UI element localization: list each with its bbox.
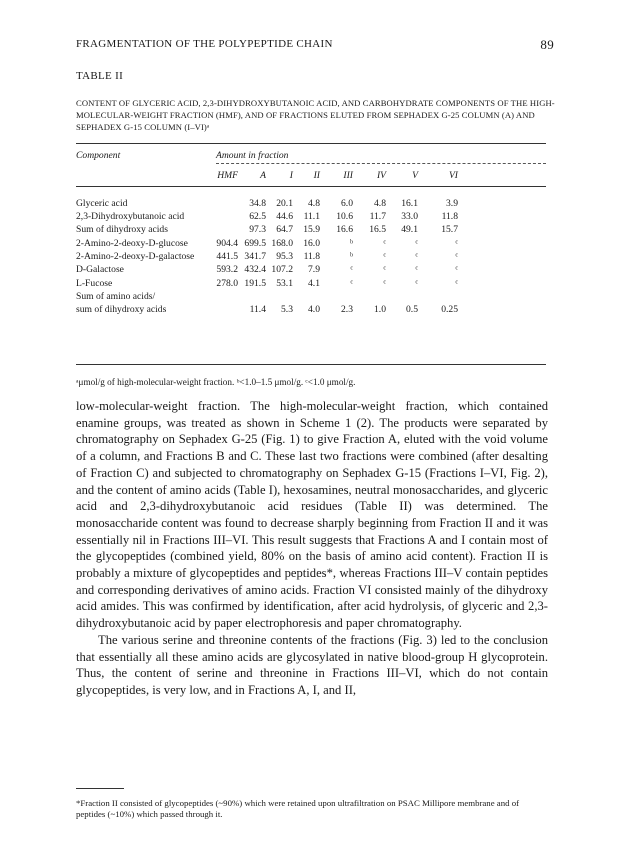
row-label: Sum of amino acids/ bbox=[76, 291, 156, 302]
table-cell: 95.3 bbox=[276, 251, 293, 262]
table-cell: 44.6 bbox=[276, 211, 293, 222]
component-header: Component bbox=[76, 150, 121, 161]
table-cell: ᶜ bbox=[415, 251, 418, 262]
column-header: IV bbox=[376, 170, 386, 181]
paragraph: The various serine and threonine contents of the fractions (Fig. 3) led to the conclusion that essentially all these amino acids are glycosylated in native blood-group H glycoprotein. Thus, the content of serine and threonine in Fractions III–VI, which do not contain glycopeptides, is very low, and in Fractions A, I, and II, bbox=[76, 632, 548, 697]
table-footnote: ᵃμmol/g of high-molecular-weight fraction. ᵇ<1.0–1.5 μmol/g. ᶜ<1.0 μmol/g. bbox=[76, 377, 356, 387]
table-cell: ᶜ bbox=[383, 251, 386, 262]
table-cell: ᶜ bbox=[415, 278, 418, 289]
table-cell: 10.6 bbox=[336, 211, 353, 222]
column-header: HMF bbox=[217, 170, 238, 181]
row-label: 2,3-Dihydroxybutanoic acid bbox=[76, 211, 185, 222]
table-cell: ᶜ bbox=[455, 251, 458, 262]
table-cell: 4.8 bbox=[308, 198, 320, 209]
table-cell: ᶜ bbox=[350, 264, 353, 275]
table-cell: 64.7 bbox=[276, 224, 293, 235]
table-cell: 278.0 bbox=[216, 278, 238, 289]
table-cell: 107.2 bbox=[271, 264, 293, 275]
table-cell: ᶜ bbox=[415, 238, 418, 249]
table-cell: 441.5 bbox=[216, 251, 238, 262]
table-cell: ᶜ bbox=[415, 264, 418, 275]
table-cell: 16.5 bbox=[369, 224, 386, 235]
table-cell: 11.7 bbox=[369, 211, 386, 222]
table-cell: 62.5 bbox=[249, 211, 266, 222]
table-header-rule bbox=[76, 186, 546, 187]
table-cell: 3.9 bbox=[446, 198, 458, 209]
table-cell: 11.8 bbox=[441, 211, 458, 222]
table-cell: ᵇ bbox=[350, 238, 353, 249]
column-header: II bbox=[313, 170, 320, 181]
table-cell: 15.9 bbox=[303, 224, 320, 235]
amount-header: Amount in fraction bbox=[216, 150, 289, 161]
table-cell: 904.4 bbox=[216, 238, 238, 249]
row-label: sum of dihydroxy acids bbox=[76, 304, 167, 315]
running-head-title: FRAGMENTATION OF THE POLYPEPTIDE CHAIN bbox=[76, 38, 333, 50]
column-header: VI bbox=[448, 170, 458, 181]
table-cell: 11.4 bbox=[249, 304, 266, 315]
body-text bbox=[76, 398, 548, 699]
page-number: 89 bbox=[540, 37, 554, 52]
table-label: TABLE II bbox=[76, 70, 124, 82]
table-cell: 593.2 bbox=[216, 264, 238, 275]
column-header: V bbox=[412, 170, 418, 181]
row-label: 2-Amino-2-deoxy-D-galactose bbox=[76, 251, 195, 262]
row-label: Sum of dihydroxy acids bbox=[76, 224, 168, 235]
table-cell: 0.5 bbox=[406, 304, 418, 315]
column-header: III bbox=[343, 170, 353, 181]
table-cell: ᶜ bbox=[455, 278, 458, 289]
table-cell: 4.1 bbox=[308, 278, 320, 289]
table-cell: 168.0 bbox=[271, 238, 293, 249]
table-cell: 7.9 bbox=[308, 264, 320, 275]
table-cell: 16.1 bbox=[401, 198, 418, 209]
table-cell: ᶜ bbox=[383, 278, 386, 289]
column-header: A bbox=[260, 170, 266, 181]
table-cell: 16.0 bbox=[303, 238, 320, 249]
table-cell: 5.3 bbox=[281, 304, 293, 315]
column-header: I bbox=[289, 170, 293, 181]
table-caption: CONTENT OF GLYCERIC ACID, 2,3-DIHYDROXYBUTANOIC ACID, AND CARBOHYDRATE COMPONENTS OF THE HIGH-MOLECULAR-WEIGHT FRACTION (HMF), AND OF FRACTIONS ELUTED FROM SEPHADEX G-25 COLUMN (A) AND SEPHADEX G-15 COLUMN (I–VI)ᵃ bbox=[76, 98, 555, 132]
table-cell: 4.0 bbox=[308, 304, 320, 315]
page-footnote: *Fraction II consisted of glycopeptides (~90%) which were retained upon ultrafiltration on PSAC Millipore membrane and of peptides (~10%) which passed through it. bbox=[76, 798, 520, 820]
footnote-rule bbox=[76, 788, 124, 789]
row-label: 2-Amino-2-deoxy-D-glucose bbox=[76, 238, 188, 249]
table-cell: ᶜ bbox=[383, 264, 386, 275]
table-cell: 33.0 bbox=[401, 211, 418, 222]
table-top-rule bbox=[76, 143, 546, 144]
table-bottom-rule bbox=[76, 364, 546, 365]
table-cell: ᶜ bbox=[455, 264, 458, 275]
table-cell: 699.5 bbox=[244, 238, 266, 249]
table-cell: 2.3 bbox=[341, 304, 353, 315]
row-label: D-Galactose bbox=[76, 264, 124, 275]
table-cell: ᶜ bbox=[383, 238, 386, 249]
table-cell: ᶜ bbox=[455, 238, 458, 249]
table-cell: 97.3 bbox=[249, 224, 266, 235]
paragraph: low-molecular-weight fraction. The high-molecular-weight fraction, which contained enamine groups, was treated as shown in Scheme 1 (2). The products were separated by chromatography on Sephadex G-25 (Fig. 1) to give Fraction A, eluted with the void volume of a column, and Fractions B and C. These last two fractions were combined (after desalting of Fraction C) and subjected to chromatography on Sephadex G-15 (Fractions I–VI, Fig. 2), and the content of amino acids (Table I), hexosamines, neutral monosaccharides, and glyceric acid and 2,3-dihydroxybutanoic acid residues (Table II) was determined. The monosaccharide content was found to decrease sharply beginning from Fraction II and it was essentially nil in Fractions III–VI. This result suggests that Fractions A and I contain most of the glycopeptides (combined yield, 80% on the basis of amino acid content). Fraction II is probably a mixture of glycopeptides and peptides*, whereas Fractions III–V contain peptides and corresponding derivatives of amino acids. Fraction VI consisted mainly of the dihydroxy acid amides. This was confirmed by identification, after acid hydrolysis, of glyceric and 2,3-dihydroxybutanoic acid by paper electrophoresis and paper chromatography. bbox=[76, 399, 548, 631]
table-cell: 15.7 bbox=[441, 224, 458, 235]
table-cell: ᶜ bbox=[350, 278, 353, 289]
table-cell: 341.7 bbox=[244, 251, 266, 262]
table-cell: 49.1 bbox=[401, 224, 418, 235]
table-cell: 53.1 bbox=[276, 278, 293, 289]
table-cell: 4.8 bbox=[374, 198, 386, 209]
table-cell: 34.8 bbox=[249, 198, 266, 209]
table-cell: 6.0 bbox=[341, 198, 353, 209]
table-cell: 432.4 bbox=[244, 264, 266, 275]
table-cell: 0.25 bbox=[441, 304, 458, 315]
table-cell: 11.8 bbox=[303, 251, 320, 262]
table-cell: ᵇ bbox=[350, 251, 353, 262]
row-label: L-Fucose bbox=[76, 278, 113, 289]
table-cell: 11.1 bbox=[303, 211, 320, 222]
table-cell: 191.5 bbox=[244, 278, 266, 289]
table-cell: 16.6 bbox=[336, 224, 353, 235]
table-cell: 20.1 bbox=[276, 198, 293, 209]
amount-header-rule bbox=[216, 163, 546, 164]
row-label: Glyceric acid bbox=[76, 198, 128, 209]
table-cell: 1.0 bbox=[374, 304, 386, 315]
